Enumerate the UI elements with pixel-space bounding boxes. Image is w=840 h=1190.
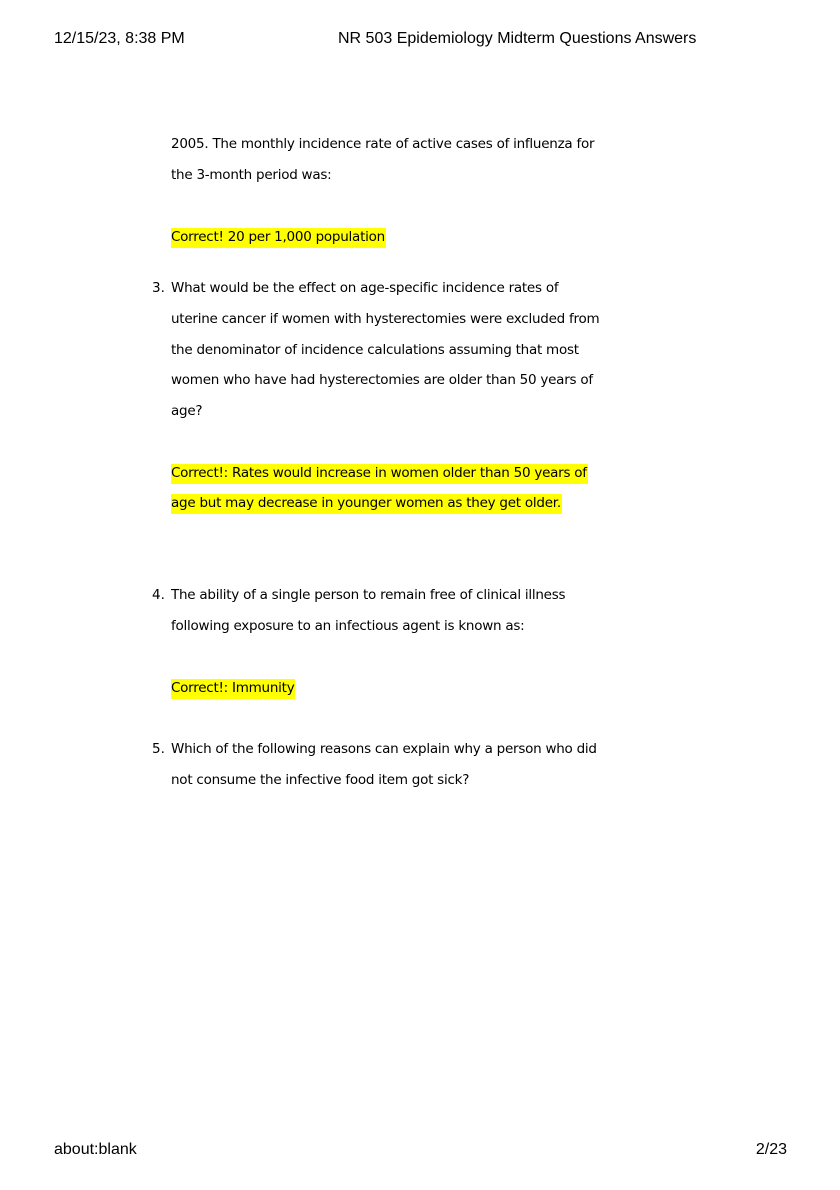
- question-3-text-line: What would be the effect on age-specific incidence rates of: [171, 280, 559, 296]
- answer-highlight: Correct!: Rates would increase in women older than 50 years of: [171, 464, 588, 484]
- question-2-text-line: 2005. The monthly incidence rate of active cases of influenza for: [171, 136, 595, 152]
- print-datetime: 12/15/23, 8:38 PM: [54, 30, 185, 47]
- document-title: NR 503 Epidemiology Midterm Questions Answers: [338, 30, 697, 47]
- question-4-text-line: The ability of a single person to remain free of clinical illness: [171, 587, 566, 603]
- question-4-text-line: following exposure to an infectious agent is known as:: [171, 618, 525, 634]
- question-3-answer-line: [171, 495, 562, 511]
- question-5-number: 5.: [152, 741, 165, 757]
- question-5-text-line: Which of the following reasons can explain why a person who did: [171, 741, 597, 757]
- page-url: about:blank: [54, 1141, 137, 1158]
- answer-highlight: Correct!: Immunity: [171, 679, 295, 699]
- answer-highlight: age but may decrease in younger women as they get older.: [171, 494, 562, 514]
- question-5-text-line: not consume the infective food item got sick?: [171, 772, 470, 788]
- question-3-text-line: women who have had hysterectomies are older than 50 years of: [171, 372, 593, 388]
- question-3-number: 3.: [152, 280, 165, 296]
- answer-highlight: Correct! 20 per 1,000 population: [171, 228, 386, 248]
- question-3-text-line: uterine cancer if women with hysterectomies were excluded from: [171, 311, 600, 327]
- question-4-answer: [171, 680, 295, 696]
- question-3-text-line: the denominator of incidence calculations assuming that most: [171, 342, 579, 358]
- page-number: 2/23: [755, 1141, 787, 1158]
- question-2-text-line: the 3-month period was:: [171, 167, 332, 183]
- question-2-answer: [171, 229, 386, 245]
- question-4-number: 4.: [152, 587, 165, 603]
- question-3-answer-line: [171, 465, 588, 481]
- question-3-text-line: age?: [171, 403, 203, 419]
